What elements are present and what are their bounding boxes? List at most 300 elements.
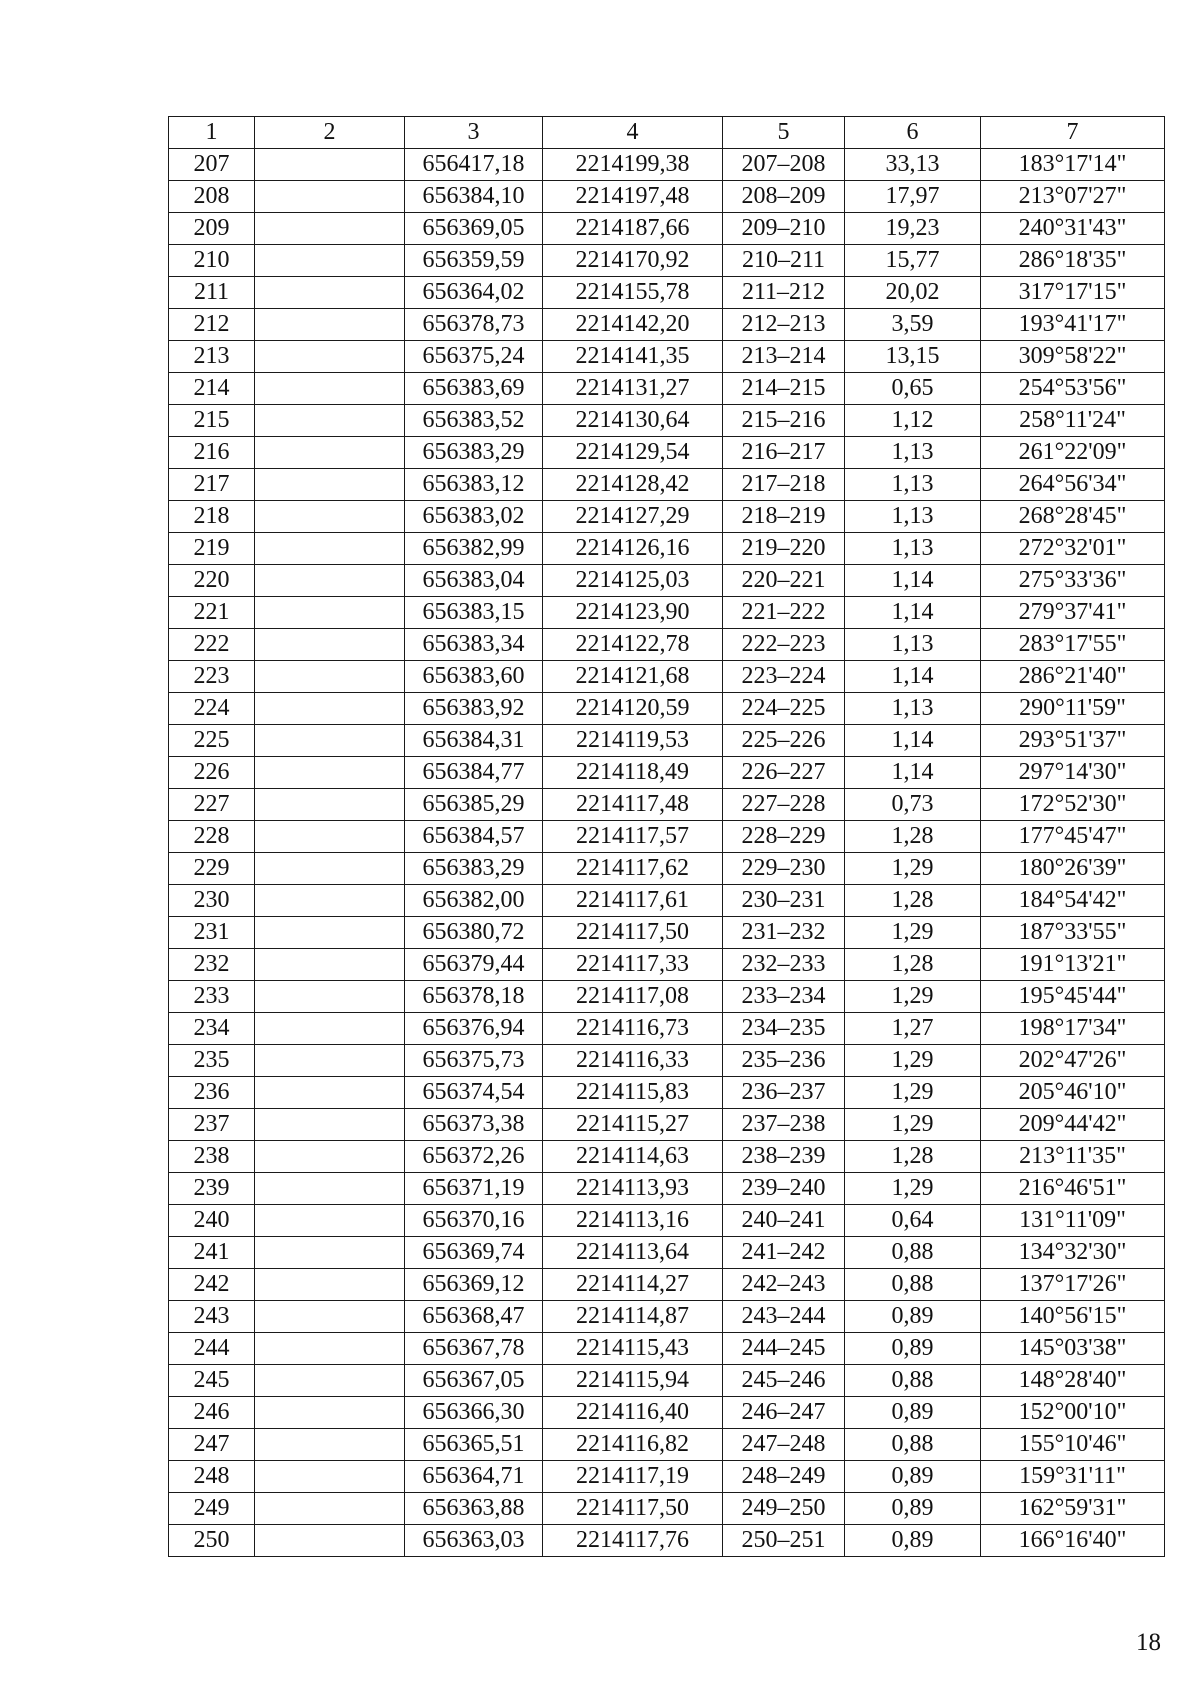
cell-bearing: 279°37'41" — [981, 597, 1165, 629]
cell-coord-y: 2214118,49 — [543, 757, 723, 789]
cell-point-number: 238 — [169, 1141, 255, 1173]
cell-col-2 — [255, 1173, 405, 1205]
cell-coord-x: 656378,73 — [405, 309, 543, 341]
table-row — [169, 1077, 1165, 1109]
cell-coord-x: 656384,31 — [405, 725, 543, 757]
cell-length: 1,13 — [845, 629, 981, 661]
cell-segment: 222–223 — [723, 629, 845, 661]
cell-point-number: 239 — [169, 1173, 255, 1205]
cell-coord-x: 656383,02 — [405, 501, 543, 533]
table-row — [169, 277, 1165, 309]
table-row — [169, 885, 1165, 917]
cell-coord-y: 2214117,48 — [543, 789, 723, 821]
cell-coord-x: 656364,02 — [405, 277, 543, 309]
cell-point-number: 212 — [169, 309, 255, 341]
cell-coord-x: 656383,29 — [405, 853, 543, 885]
cell-length: 1,28 — [845, 821, 981, 853]
cell-coord-x: 656369,74 — [405, 1237, 543, 1269]
column-header-3: 3 — [405, 117, 543, 149]
cell-coord-y: 2214115,94 — [543, 1365, 723, 1397]
cell-coord-y: 2214117,19 — [543, 1461, 723, 1493]
cell-col-2 — [255, 757, 405, 789]
cell-coord-y: 2214197,48 — [543, 181, 723, 213]
cell-coord-x: 656378,18 — [405, 981, 543, 1013]
table-row — [169, 789, 1165, 821]
column-header-1: 1 — [169, 117, 255, 149]
cell-col-2 — [255, 1365, 405, 1397]
cell-coord-x: 656370,16 — [405, 1205, 543, 1237]
cell-segment: 218–219 — [723, 501, 845, 533]
cell-bearing: 177°45'47" — [981, 821, 1165, 853]
cell-col-2 — [255, 1429, 405, 1461]
cell-length: 1,28 — [845, 885, 981, 917]
cell-point-number: 230 — [169, 885, 255, 917]
table-row — [169, 1301, 1165, 1333]
cell-col-2 — [255, 693, 405, 725]
cell-segment: 212–213 — [723, 309, 845, 341]
cell-col-2 — [255, 149, 405, 181]
cell-bearing: 293°51'37" — [981, 725, 1165, 757]
table-row — [169, 1045, 1165, 1077]
table-row — [169, 341, 1165, 373]
cell-coord-x: 656383,04 — [405, 565, 543, 597]
cell-point-number: 229 — [169, 853, 255, 885]
cell-length: 0,89 — [845, 1333, 981, 1365]
cell-coord-y: 2214115,43 — [543, 1333, 723, 1365]
cell-length: 0,88 — [845, 1429, 981, 1461]
cell-point-number: 236 — [169, 1077, 255, 1109]
cell-segment: 228–229 — [723, 821, 845, 853]
table-row — [169, 373, 1165, 405]
cell-coord-y: 2214117,50 — [543, 917, 723, 949]
cell-bearing: 184°54'42" — [981, 885, 1165, 917]
cell-col-2 — [255, 565, 405, 597]
cell-segment: 210–211 — [723, 245, 845, 277]
cell-segment: 224–225 — [723, 693, 845, 725]
cell-col-2 — [255, 1205, 405, 1237]
page-number: 18 — [1136, 1629, 1161, 1656]
cell-col-2 — [255, 1493, 405, 1525]
cell-coord-y: 2214114,87 — [543, 1301, 723, 1333]
cell-segment: 220–221 — [723, 565, 845, 597]
cell-bearing: 275°33'36" — [981, 565, 1165, 597]
cell-point-number: 225 — [169, 725, 255, 757]
cell-length: 1,13 — [845, 501, 981, 533]
cell-coord-y: 2214125,03 — [543, 565, 723, 597]
cell-col-2 — [255, 309, 405, 341]
cell-length: 3,59 — [845, 309, 981, 341]
cell-col-2 — [255, 1269, 405, 1301]
cell-coord-x: 656369,05 — [405, 213, 543, 245]
cell-point-number: 246 — [169, 1397, 255, 1429]
cell-coord-x: 656383,60 — [405, 661, 543, 693]
cell-col-2 — [255, 949, 405, 981]
cell-coord-x: 656366,30 — [405, 1397, 543, 1429]
cell-bearing: 286°21'40" — [981, 661, 1165, 693]
cell-segment: 247–248 — [723, 1429, 845, 1461]
cell-segment: 240–241 — [723, 1205, 845, 1237]
cell-bearing: 183°17'14" — [981, 149, 1165, 181]
table-row — [169, 565, 1165, 597]
cell-coord-y: 2214121,68 — [543, 661, 723, 693]
cell-coord-y: 2214129,54 — [543, 437, 723, 469]
cell-point-number: 250 — [169, 1525, 255, 1557]
cell-coord-x: 656374,54 — [405, 1077, 543, 1109]
cell-col-2 — [255, 661, 405, 693]
cell-point-number: 213 — [169, 341, 255, 373]
cell-length: 20,02 — [845, 277, 981, 309]
cell-length: 1,13 — [845, 533, 981, 565]
cell-point-number: 207 — [169, 149, 255, 181]
cell-bearing: 152°00'10" — [981, 1397, 1165, 1429]
cell-length: 0,89 — [845, 1301, 981, 1333]
cell-bearing: 290°11'59" — [981, 693, 1165, 725]
table-row — [169, 949, 1165, 981]
cell-segment: 244–245 — [723, 1333, 845, 1365]
cell-col-2 — [255, 1301, 405, 1333]
cell-length: 1,28 — [845, 949, 981, 981]
cell-bearing: 213°11'35" — [981, 1141, 1165, 1173]
cell-bearing: 162°59'31" — [981, 1493, 1165, 1525]
cell-point-number: 224 — [169, 693, 255, 725]
cell-col-2 — [255, 1397, 405, 1429]
cell-length: 1,29 — [845, 1045, 981, 1077]
table-row — [169, 1013, 1165, 1045]
table-row — [169, 437, 1165, 469]
cell-length: 13,15 — [845, 341, 981, 373]
cell-bearing: 187°33'55" — [981, 917, 1165, 949]
cell-coord-x: 656383,92 — [405, 693, 543, 725]
cell-coord-x: 656369,12 — [405, 1269, 543, 1301]
column-header-7: 7 — [981, 117, 1165, 149]
table-row — [169, 1141, 1165, 1173]
cell-coord-x: 656383,69 — [405, 373, 543, 405]
cell-length: 0,65 — [845, 373, 981, 405]
cell-coord-y: 2214128,42 — [543, 469, 723, 501]
cell-coord-x: 656368,47 — [405, 1301, 543, 1333]
cell-bearing: 193°41'17" — [981, 309, 1165, 341]
cell-segment: 209–210 — [723, 213, 845, 245]
cell-coord-x: 656363,03 — [405, 1525, 543, 1557]
cell-point-number: 228 — [169, 821, 255, 853]
cell-coord-x: 656383,15 — [405, 597, 543, 629]
cell-point-number: 245 — [169, 1365, 255, 1397]
cell-bearing: 155°10'46" — [981, 1429, 1165, 1461]
cell-point-number: 248 — [169, 1461, 255, 1493]
cell-length: 19,23 — [845, 213, 981, 245]
cell-length: 1,29 — [845, 981, 981, 1013]
cell-coord-x: 656379,44 — [405, 949, 543, 981]
cell-point-number: 226 — [169, 757, 255, 789]
cell-coord-y: 2214117,62 — [543, 853, 723, 885]
table-row — [169, 245, 1165, 277]
cell-length: 1,29 — [845, 853, 981, 885]
cell-segment: 219–220 — [723, 533, 845, 565]
cell-col-2 — [255, 469, 405, 501]
cell-point-number: 222 — [169, 629, 255, 661]
cell-col-2 — [255, 181, 405, 213]
cell-point-number: 218 — [169, 501, 255, 533]
cell-col-2 — [255, 629, 405, 661]
table-row — [169, 469, 1165, 501]
cell-bearing: 213°07'27" — [981, 181, 1165, 213]
cell-segment: 236–237 — [723, 1077, 845, 1109]
cell-segment: 225–226 — [723, 725, 845, 757]
table-row — [169, 693, 1165, 725]
cell-coord-x: 656375,24 — [405, 341, 543, 373]
cell-coord-x: 656375,73 — [405, 1045, 543, 1077]
cell-coord-y: 2214117,33 — [543, 949, 723, 981]
cell-coord-y: 2214123,90 — [543, 597, 723, 629]
cell-col-2 — [255, 1461, 405, 1493]
cell-length: 1,14 — [845, 757, 981, 789]
table-row — [169, 629, 1165, 661]
cell-coord-y: 2214116,82 — [543, 1429, 723, 1461]
cell-bearing: 286°18'35" — [981, 245, 1165, 277]
coordinates-table — [168, 116, 1165, 1557]
cell-col-2 — [255, 821, 405, 853]
table-row — [169, 1397, 1165, 1429]
cell-length: 0,89 — [845, 1397, 981, 1429]
table-row — [169, 853, 1165, 885]
column-header-6: 6 — [845, 117, 981, 149]
cell-coord-x: 656363,88 — [405, 1493, 543, 1525]
table-row — [169, 1205, 1165, 1237]
cell-length: 0,89 — [845, 1525, 981, 1557]
table-row — [169, 1525, 1165, 1557]
cell-coord-y: 2214126,16 — [543, 533, 723, 565]
cell-segment: 250–251 — [723, 1525, 845, 1557]
cell-length: 1,14 — [845, 597, 981, 629]
header-row — [169, 117, 1165, 149]
cell-bearing: 297°14'30" — [981, 757, 1165, 789]
cell-length: 1,13 — [845, 693, 981, 725]
cell-segment: 230–231 — [723, 885, 845, 917]
cell-col-2 — [255, 853, 405, 885]
cell-coord-y: 2214115,27 — [543, 1109, 723, 1141]
cell-col-2 — [255, 1525, 405, 1557]
cell-segment: 217–218 — [723, 469, 845, 501]
cell-length: 1,12 — [845, 405, 981, 437]
cell-col-2 — [255, 213, 405, 245]
cell-point-number: 220 — [169, 565, 255, 597]
cell-point-number: 223 — [169, 661, 255, 693]
cell-length: 0,64 — [845, 1205, 981, 1237]
table-row — [169, 501, 1165, 533]
cell-coord-y: 2214187,66 — [543, 213, 723, 245]
cell-bearing: 148°28'40" — [981, 1365, 1165, 1397]
cell-length: 15,77 — [845, 245, 981, 277]
cell-bearing: 216°46'51" — [981, 1173, 1165, 1205]
table-row — [169, 821, 1165, 853]
cell-length: 0,88 — [845, 1237, 981, 1269]
cell-coord-x: 656384,77 — [405, 757, 543, 789]
cell-bearing: 258°11'24" — [981, 405, 1165, 437]
cell-point-number: 237 — [169, 1109, 255, 1141]
cell-length: 1,14 — [845, 565, 981, 597]
cell-col-2 — [255, 437, 405, 469]
cell-coord-y: 2214114,63 — [543, 1141, 723, 1173]
cell-col-2 — [255, 1333, 405, 1365]
cell-bearing: 195°45'44" — [981, 981, 1165, 1013]
table-header — [169, 117, 1165, 149]
cell-length: 1,13 — [845, 469, 981, 501]
cell-coord-y: 2214117,50 — [543, 1493, 723, 1525]
cell-segment: 214–215 — [723, 373, 845, 405]
table-row — [169, 309, 1165, 341]
cell-point-number: 221 — [169, 597, 255, 629]
cell-segment: 238–239 — [723, 1141, 845, 1173]
cell-coord-y: 2214141,35 — [543, 341, 723, 373]
cell-length: 33,13 — [845, 149, 981, 181]
cell-length: 1,27 — [845, 1013, 981, 1045]
cell-point-number: 244 — [169, 1333, 255, 1365]
cell-segment: 226–227 — [723, 757, 845, 789]
cell-col-2 — [255, 373, 405, 405]
cell-length: 0,89 — [845, 1493, 981, 1525]
cell-segment: 242–243 — [723, 1269, 845, 1301]
cell-bearing: 240°31'43" — [981, 213, 1165, 245]
cell-col-2 — [255, 1109, 405, 1141]
cell-coord-x: 656382,00 — [405, 885, 543, 917]
cell-coord-y: 2214117,61 — [543, 885, 723, 917]
cell-segment: 237–238 — [723, 1109, 845, 1141]
cell-point-number: 208 — [169, 181, 255, 213]
cell-col-2 — [255, 597, 405, 629]
cell-bearing: 254°53'56" — [981, 373, 1165, 405]
cell-coord-x: 656384,57 — [405, 821, 543, 853]
cell-coord-x: 656372,26 — [405, 1141, 543, 1173]
cell-point-number: 210 — [169, 245, 255, 277]
table-row — [169, 181, 1165, 213]
cell-col-2 — [255, 981, 405, 1013]
cell-coord-x: 656365,51 — [405, 1429, 543, 1461]
cell-segment: 243–244 — [723, 1301, 845, 1333]
cell-bearing: 159°31'11" — [981, 1461, 1165, 1493]
cell-length: 1,14 — [845, 725, 981, 757]
cell-col-2 — [255, 1237, 405, 1269]
cell-coord-y: 2214117,76 — [543, 1525, 723, 1557]
cell-segment: 232–233 — [723, 949, 845, 981]
cell-point-number: 232 — [169, 949, 255, 981]
cell-segment: 215–216 — [723, 405, 845, 437]
table-row — [169, 533, 1165, 565]
cell-coord-x: 656383,52 — [405, 405, 543, 437]
cell-coord-y: 2214113,16 — [543, 1205, 723, 1237]
cell-coord-x: 656373,38 — [405, 1109, 543, 1141]
table-row — [169, 1493, 1165, 1525]
table-row — [169, 1237, 1165, 1269]
cell-point-number: 235 — [169, 1045, 255, 1077]
cell-coord-y: 2214113,64 — [543, 1237, 723, 1269]
cell-segment: 235–236 — [723, 1045, 845, 1077]
cell-col-2 — [255, 1077, 405, 1109]
table-row — [169, 1365, 1165, 1397]
cell-segment: 241–242 — [723, 1237, 845, 1269]
table-row — [169, 1269, 1165, 1301]
cell-segment: 213–214 — [723, 341, 845, 373]
cell-coord-x: 656385,29 — [405, 789, 543, 821]
cell-coord-y: 2214122,78 — [543, 629, 723, 661]
cell-point-number: 240 — [169, 1205, 255, 1237]
cell-bearing: 272°32'01" — [981, 533, 1165, 565]
cell-bearing: 166°16'40" — [981, 1525, 1165, 1557]
cell-point-number: 214 — [169, 373, 255, 405]
table-row — [169, 597, 1165, 629]
cell-point-number: 231 — [169, 917, 255, 949]
cell-length: 17,97 — [845, 181, 981, 213]
cell-segment: 223–224 — [723, 661, 845, 693]
cell-coord-y: 2214119,53 — [543, 725, 723, 757]
cell-segment: 216–217 — [723, 437, 845, 469]
cell-bearing: 205°46'10" — [981, 1077, 1165, 1109]
table-body — [169, 149, 1165, 1557]
cell-segment: 227–228 — [723, 789, 845, 821]
cell-coord-y: 2214120,59 — [543, 693, 723, 725]
cell-col-2 — [255, 917, 405, 949]
cell-point-number: 233 — [169, 981, 255, 1013]
cell-col-2 — [255, 405, 405, 437]
cell-coord-x: 656367,05 — [405, 1365, 543, 1397]
cell-bearing: 198°17'34" — [981, 1013, 1165, 1045]
cell-bearing: 317°17'15" — [981, 277, 1165, 309]
cell-point-number: 215 — [169, 405, 255, 437]
cell-segment: 231–232 — [723, 917, 845, 949]
cell-segment: 211–212 — [723, 277, 845, 309]
table-row — [169, 149, 1165, 181]
cell-coord-y: 2214170,92 — [543, 245, 723, 277]
table-row — [169, 917, 1165, 949]
cell-coord-y: 2214130,64 — [543, 405, 723, 437]
cell-col-2 — [255, 885, 405, 917]
cell-length: 1,29 — [845, 1109, 981, 1141]
cell-bearing: 309°58'22" — [981, 341, 1165, 373]
cell-point-number: 234 — [169, 1013, 255, 1045]
cell-coord-y: 2214131,27 — [543, 373, 723, 405]
cell-segment: 207–208 — [723, 149, 845, 181]
cell-coord-y: 2214114,27 — [543, 1269, 723, 1301]
cell-bearing: 261°22'09" — [981, 437, 1165, 469]
cell-coord-x: 656382,99 — [405, 533, 543, 565]
cell-segment: 221–222 — [723, 597, 845, 629]
cell-coord-x: 656384,10 — [405, 181, 543, 213]
cell-point-number: 219 — [169, 533, 255, 565]
cell-segment: 208–209 — [723, 181, 845, 213]
table-row — [169, 1173, 1165, 1205]
cell-length: 0,89 — [845, 1461, 981, 1493]
cell-bearing: 268°28'45" — [981, 501, 1165, 533]
cell-coord-y: 2214115,83 — [543, 1077, 723, 1109]
cell-point-number: 216 — [169, 437, 255, 469]
cell-segment: 239–240 — [723, 1173, 845, 1205]
cell-point-number: 241 — [169, 1237, 255, 1269]
table-row — [169, 1333, 1165, 1365]
cell-coord-x: 656359,59 — [405, 245, 543, 277]
cell-length: 0,73 — [845, 789, 981, 821]
column-header-5: 5 — [723, 117, 845, 149]
cell-bearing: 202°47'26" — [981, 1045, 1165, 1077]
cell-coord-y: 2214127,29 — [543, 501, 723, 533]
cell-bearing: 131°11'09" — [981, 1205, 1165, 1237]
cell-length: 1,13 — [845, 437, 981, 469]
table-row — [169, 661, 1165, 693]
cell-col-2 — [255, 1141, 405, 1173]
cell-segment: 245–246 — [723, 1365, 845, 1397]
table-row — [169, 981, 1165, 1013]
table-row — [169, 757, 1165, 789]
cell-col-2 — [255, 789, 405, 821]
cell-length: 0,88 — [845, 1365, 981, 1397]
